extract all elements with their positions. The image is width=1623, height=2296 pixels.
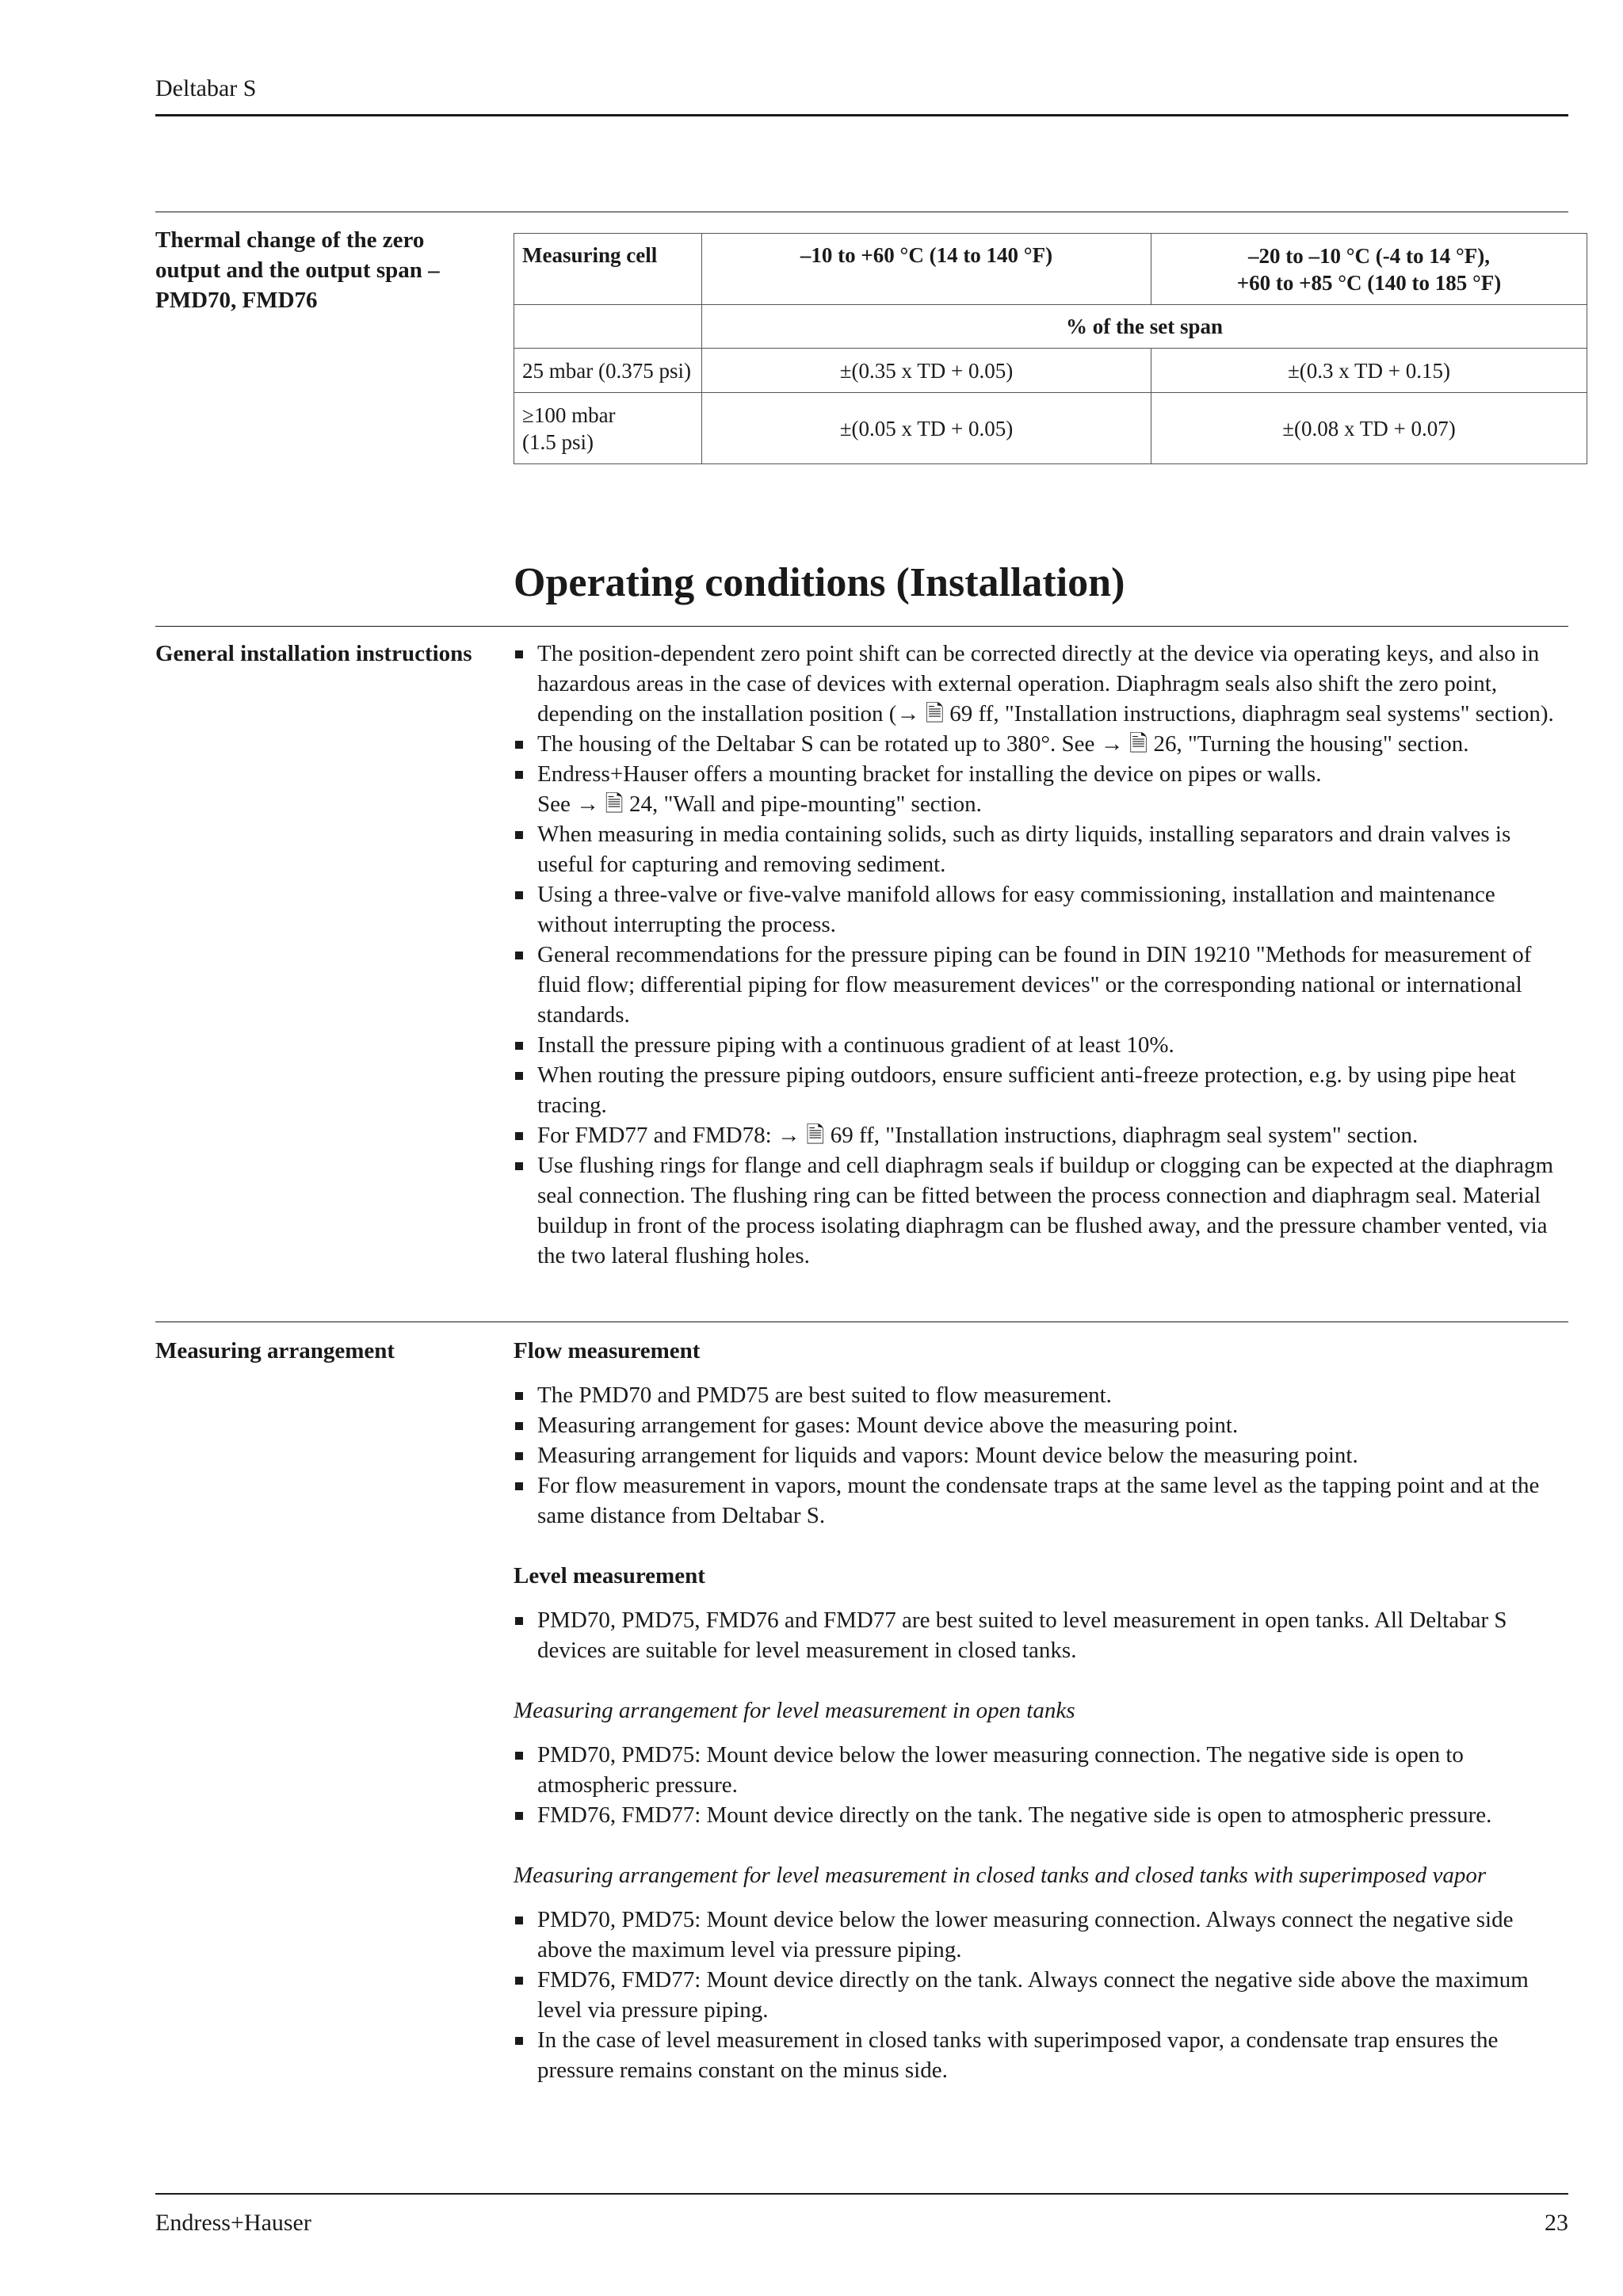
table-cell: 25 mbar (0.375 psi)	[514, 349, 702, 393]
list-item: FMD76, FMD77: Mount device directly on the tank. Always connect the negative side above the maximum level via pressure piping.	[514, 1965, 1568, 2025]
table-header-cell	[1151, 234, 1587, 305]
table-row	[514, 305, 1587, 349]
table-cell: ±(0.3 x TD + 0.15)	[1151, 349, 1587, 393]
flow-heading: Flow measurement	[514, 1338, 701, 1363]
table-cell	[514, 393, 702, 464]
table-cell: ±(0.05 x TD + 0.05)	[702, 393, 1151, 464]
list-item: Measuring arrangement for liquids and vapors: Mount device below the measuring point.	[514, 1440, 1568, 1470]
table-cell-empty	[514, 305, 702, 349]
flow-list	[514, 1380, 1568, 1531]
list-item-see: See → 🗎 24, "Wall and pipe-mounting" section.	[537, 791, 982, 817]
list-item: In the case of level measurement in closed tanks with superimposed vapor, a condensate trap ensures the pressure remains constant on the minus side.	[514, 2025, 1568, 2085]
list-item: FMD76, FMD77: Mount device directly on the tank. The negative side is open to atmospheric pressure.	[514, 1800, 1568, 1830]
page-number: 23	[1545, 2210, 1568, 2236]
side-label-general: General installation instructions	[155, 641, 472, 666]
thermal-table	[514, 233, 1587, 464]
list-item: Install the pressure piping with a continuous gradient of at least 10%.	[514, 1030, 1568, 1060]
table-header-cell: –10 to +60 °C (14 to 140 °F)	[702, 234, 1151, 305]
side-label-thermal: Thermal change of the zero output and the output span – PMD70, FMD76	[155, 227, 440, 313]
section-title: Operating conditions (Installation)	[514, 560, 1125, 605]
table-header-row	[514, 234, 1587, 305]
table-row	[514, 349, 1587, 393]
cell-line: ≥100 mbar	[522, 402, 616, 427]
list-item: The position-dependent zero point shift can be corrected directly at the device via operating keys, and also in hazardous areas in the case of devices with external operation. Diaphragm seals also shift the zero point, depending on the installation position (→ 🗎 69 ff, "Installation instructions, diaphragm seal systems" section).	[514, 639, 1568, 729]
header-line: –20 to –10 °C (-4 to 14 °F),	[1247, 243, 1491, 268]
running-header: Deltabar S	[155, 75, 257, 101]
general-list	[514, 639, 1568, 1271]
side-label-arrangement: Measuring arrangement	[155, 1338, 395, 1363]
table-header-cell: Measuring cell	[514, 234, 702, 305]
table-row	[514, 393, 1587, 464]
footer-company: Endress+Hauser	[155, 2210, 311, 2236]
header-rule	[155, 114, 1568, 116]
footer-rule	[155, 2193, 1568, 2195]
level-list	[514, 1605, 1568, 1665]
cell-line: (1.5 psi)	[522, 429, 594, 454]
list-item: For flow measurement in vapors, mount the condensate traps at the same level as the tapping point and at the same distance from Deltabar S.	[514, 1470, 1568, 1531]
list-item: General recommendations for the pressure piping can be found in DIN 19210 "Methods for measurement of fluid flow; differential piping for flow measurement devices" or the corresponding national or international standards.	[514, 940, 1568, 1030]
list-item-text: Endress+Hauser offers a mounting bracket for installing the device on pipes or walls.	[537, 761, 1322, 787]
open-tanks-list	[514, 1740, 1568, 1830]
table-cell: ±(0.35 x TD + 0.05)	[702, 349, 1151, 393]
list-item: Use flushing rings for flange and cell diaphragm seals if buildup or clogging can be expected at the diaphragm seal connection. The flushing ring can be fitted between the process connection and diaphragm seal. Material buildup in front of the process isolating diaphragm can be flushed away, and the pressure chamber vented, via the two lateral flushing holes.	[514, 1150, 1568, 1271]
list-item: Using a three-valve or five-valve manifold allows for easy commissioning, installation and maintenance without interrupting the process.	[514, 879, 1568, 940]
list-item: When measuring in media containing solids, such as dirty liquids, installing separators and drain valves is useful for capturing and removing sediment.	[514, 819, 1568, 879]
closed-tanks-heading: Measuring arrangement for level measurement in closed tanks and closed tanks with superimposed vapor	[514, 1863, 1487, 1888]
list-item	[514, 759, 1568, 819]
section-rule-general	[155, 626, 1568, 627]
arrangement-content	[514, 1336, 1568, 2085]
header-line: +60 to +85 °C (140 to 185 °F)	[1236, 270, 1502, 295]
list-item: The PMD70 and PMD75 are best suited to flow measurement.	[514, 1380, 1568, 1410]
general-content	[514, 639, 1568, 1271]
list-item: When routing the pressure piping outdoors, ensure sufficient anti-freeze protection, e.g. by using pipe heat tracing.	[514, 1060, 1568, 1120]
list-item: PMD70, PMD75: Mount device below the lower measuring connection. The negative side is open to atmospheric pressure.	[514, 1740, 1568, 1800]
list-item: PMD70, PMD75: Mount device below the lower measuring connection. Always connect the negative side above the maximum level via pressure piping.	[514, 1905, 1568, 1965]
table-cell: ±(0.08 x TD + 0.07)	[1151, 393, 1587, 464]
span-label-cell: % of the set span	[702, 305, 1587, 349]
list-item: For FMD77 and FMD78: → 🗎 69 ff, "Installation instructions, diaphragm seal system" section.	[514, 1120, 1568, 1150]
closed-tanks-list	[514, 1905, 1568, 2085]
list-item: PMD70, PMD75, FMD76 and FMD77 are best suited to level measurement in open tanks. All Deltabar S devices are suitable for level measurement in closed tanks.	[514, 1605, 1568, 1665]
level-heading: Level measurement	[514, 1563, 705, 1589]
list-item: Measuring arrangement for gases: Mount device above the measuring point.	[514, 1410, 1568, 1440]
open-tanks-heading: Measuring arrangement for level measurement in open tanks	[514, 1698, 1075, 1723]
list-item: The housing of the Deltabar S can be rotated up to 380°. See → 🗎 26, "Turning the housing" section.	[514, 729, 1568, 759]
